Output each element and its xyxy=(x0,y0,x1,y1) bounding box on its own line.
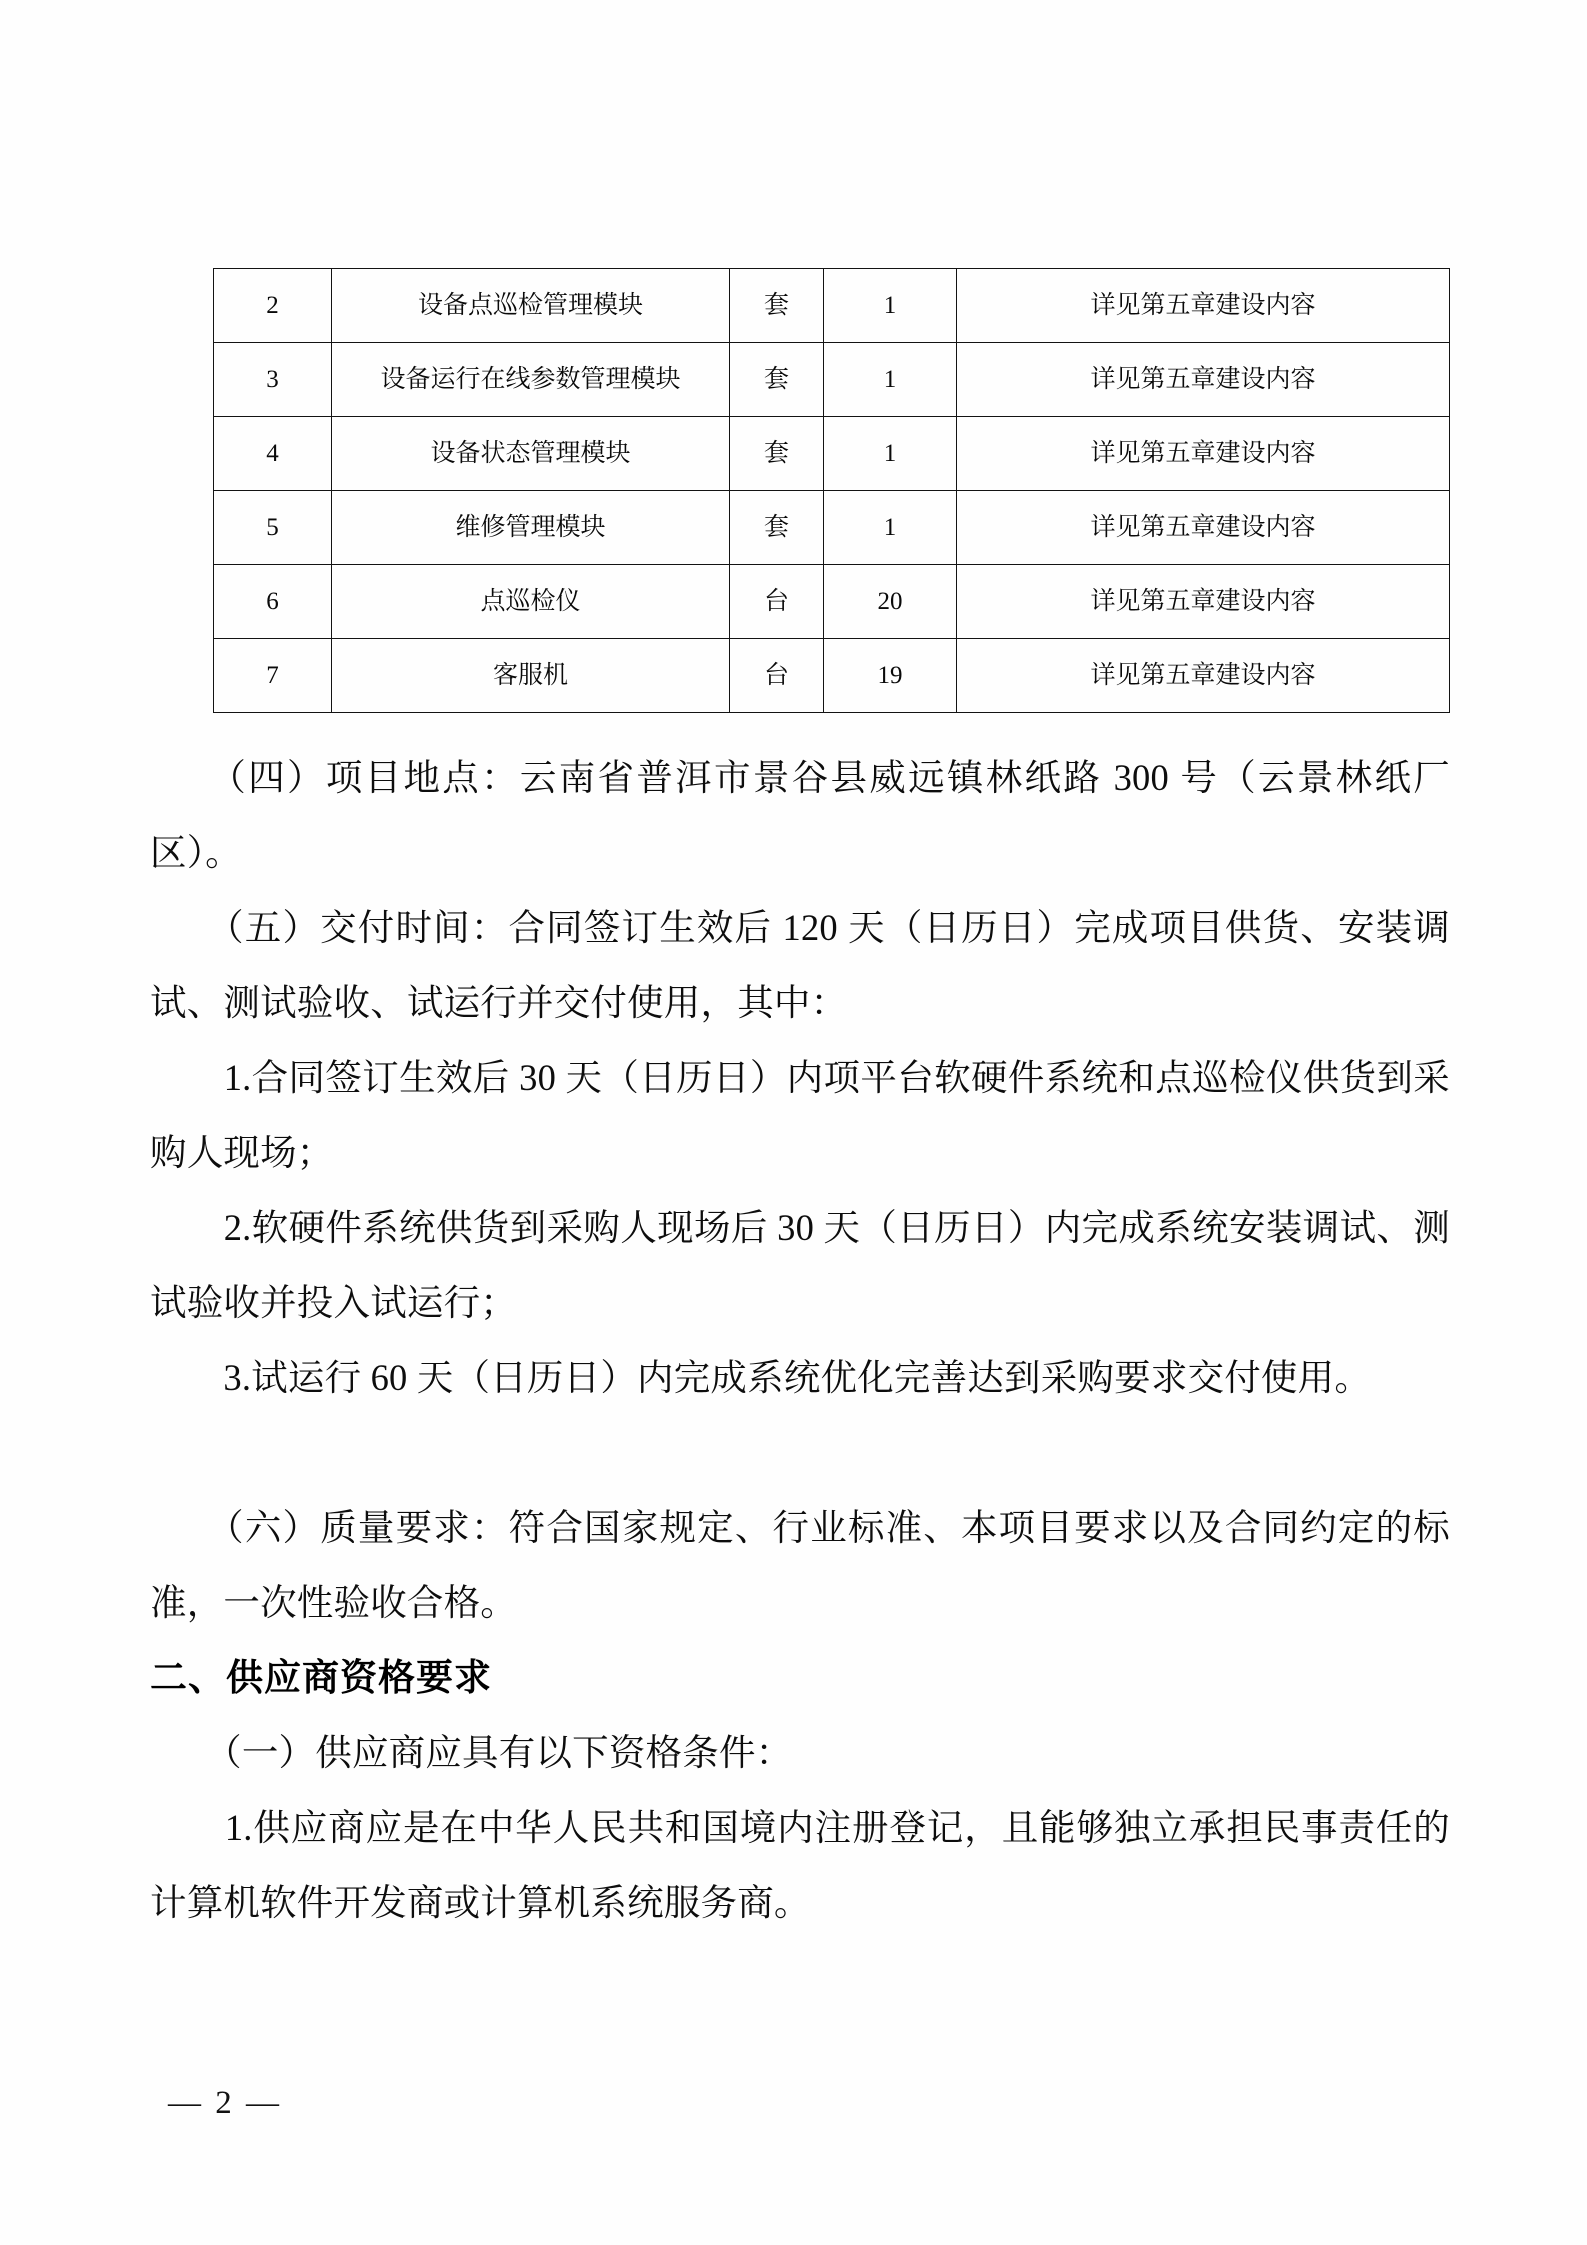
item-quantity-cell: 1 xyxy=(824,491,957,565)
paragraph-qualification-intro: （一）供应商应具有以下资格条件： xyxy=(150,1732,793,1773)
item-quantity-cell: 1 xyxy=(824,269,957,343)
item-unit-cell: 台 xyxy=(730,565,824,639)
table-row xyxy=(214,565,1450,639)
item-unit-cell: 套 xyxy=(730,491,824,565)
item-name-cell: 设备点巡检管理模块 xyxy=(332,269,730,343)
paragraph-qualification-item-1: 1.供应商应是在中华人民共和国境内注册登记，且能够独立承担民事责任的计算机软件开发商或计算机系统服务商。 xyxy=(150,1807,1450,1923)
row-index-cell: 6 xyxy=(214,565,332,639)
row-index-cell: 3 xyxy=(214,343,332,417)
item-unit-cell: 套 xyxy=(730,269,824,343)
item-unit-cell: 台 xyxy=(730,639,824,713)
item-remark-cell: 详见第五章建设内容 xyxy=(957,269,1450,343)
table-row xyxy=(214,417,1450,491)
paragraph-quality-requirement: （六）质量要求：符合国家规定、行业标准、本项目要求以及合同约定的标准，一次性验收合格。 xyxy=(150,1507,1450,1623)
specification-table xyxy=(213,268,1450,713)
table-row xyxy=(214,343,1450,417)
item-name-cell: 点巡检仪 xyxy=(332,565,730,639)
page-number: — 2 — xyxy=(168,2085,282,2121)
row-index-cell: 2 xyxy=(214,269,332,343)
item-remark-cell: 详见第五章建设内容 xyxy=(957,491,1450,565)
paragraph-delivery-time: （五）交付时间：合同签订生效后 120 天（日历日）完成项目供货、安装调试、测试验收、试运行并交付使用，其中： xyxy=(150,907,1450,1023)
item-remark-cell: 详见第五章建设内容 xyxy=(957,639,1450,713)
row-index-cell: 7 xyxy=(214,639,332,713)
item-name-cell: 设备运行在线参数管理模块 xyxy=(332,343,730,417)
item-unit-cell: 套 xyxy=(730,343,824,417)
table-row xyxy=(214,491,1450,565)
page-footer xyxy=(0,2085,1587,2122)
row-index-cell: 5 xyxy=(214,491,332,565)
row-index-cell: 4 xyxy=(214,417,332,491)
item-quantity-cell: 1 xyxy=(824,343,957,417)
item-quantity-cell: 20 xyxy=(824,565,957,639)
item-unit-cell: 套 xyxy=(730,417,824,491)
item-name-cell: 客服机 xyxy=(332,639,730,713)
item-remark-cell: 详见第五章建设内容 xyxy=(957,343,1450,417)
item-remark-cell: 详见第五章建设内容 xyxy=(957,565,1450,639)
item-name-cell: 设备状态管理模块 xyxy=(332,417,730,491)
item-quantity-cell: 1 xyxy=(824,417,957,491)
paragraph-project-location: （四）项目地点：云南省普洱市景谷县威远镇林纸路 300 号（云景林纸厂区）。 xyxy=(150,757,1450,873)
specification-table-container xyxy=(213,268,1444,713)
paragraph-delivery-item-1: 1.合同签订生效后 30 天（日历日）内项平台软硬件系统和点巡检仪供货到采购人现场； xyxy=(150,1057,1450,1173)
paragraph-delivery-item-2: 2.软硬件系统供货到采购人现场后 30 天（日历日）内完成系统安装调试、测试验收并投入试运行； xyxy=(150,1207,1450,1323)
table-row xyxy=(214,639,1450,713)
table-row xyxy=(214,269,1450,343)
item-remark-cell: 详见第五章建设内容 xyxy=(957,417,1450,491)
paragraph-delivery-item-3: 3.试运行 60 天（日历日）内完成系统优化完善达到采购要求交付使用。 xyxy=(150,1357,1372,1398)
section-heading-supplier-qualification: 二、供应商资格要求 xyxy=(150,1657,492,1698)
item-quantity-cell: 19 xyxy=(824,639,957,713)
item-name-cell: 维修管理模块 xyxy=(332,491,730,565)
specification-table-body xyxy=(214,269,1450,713)
